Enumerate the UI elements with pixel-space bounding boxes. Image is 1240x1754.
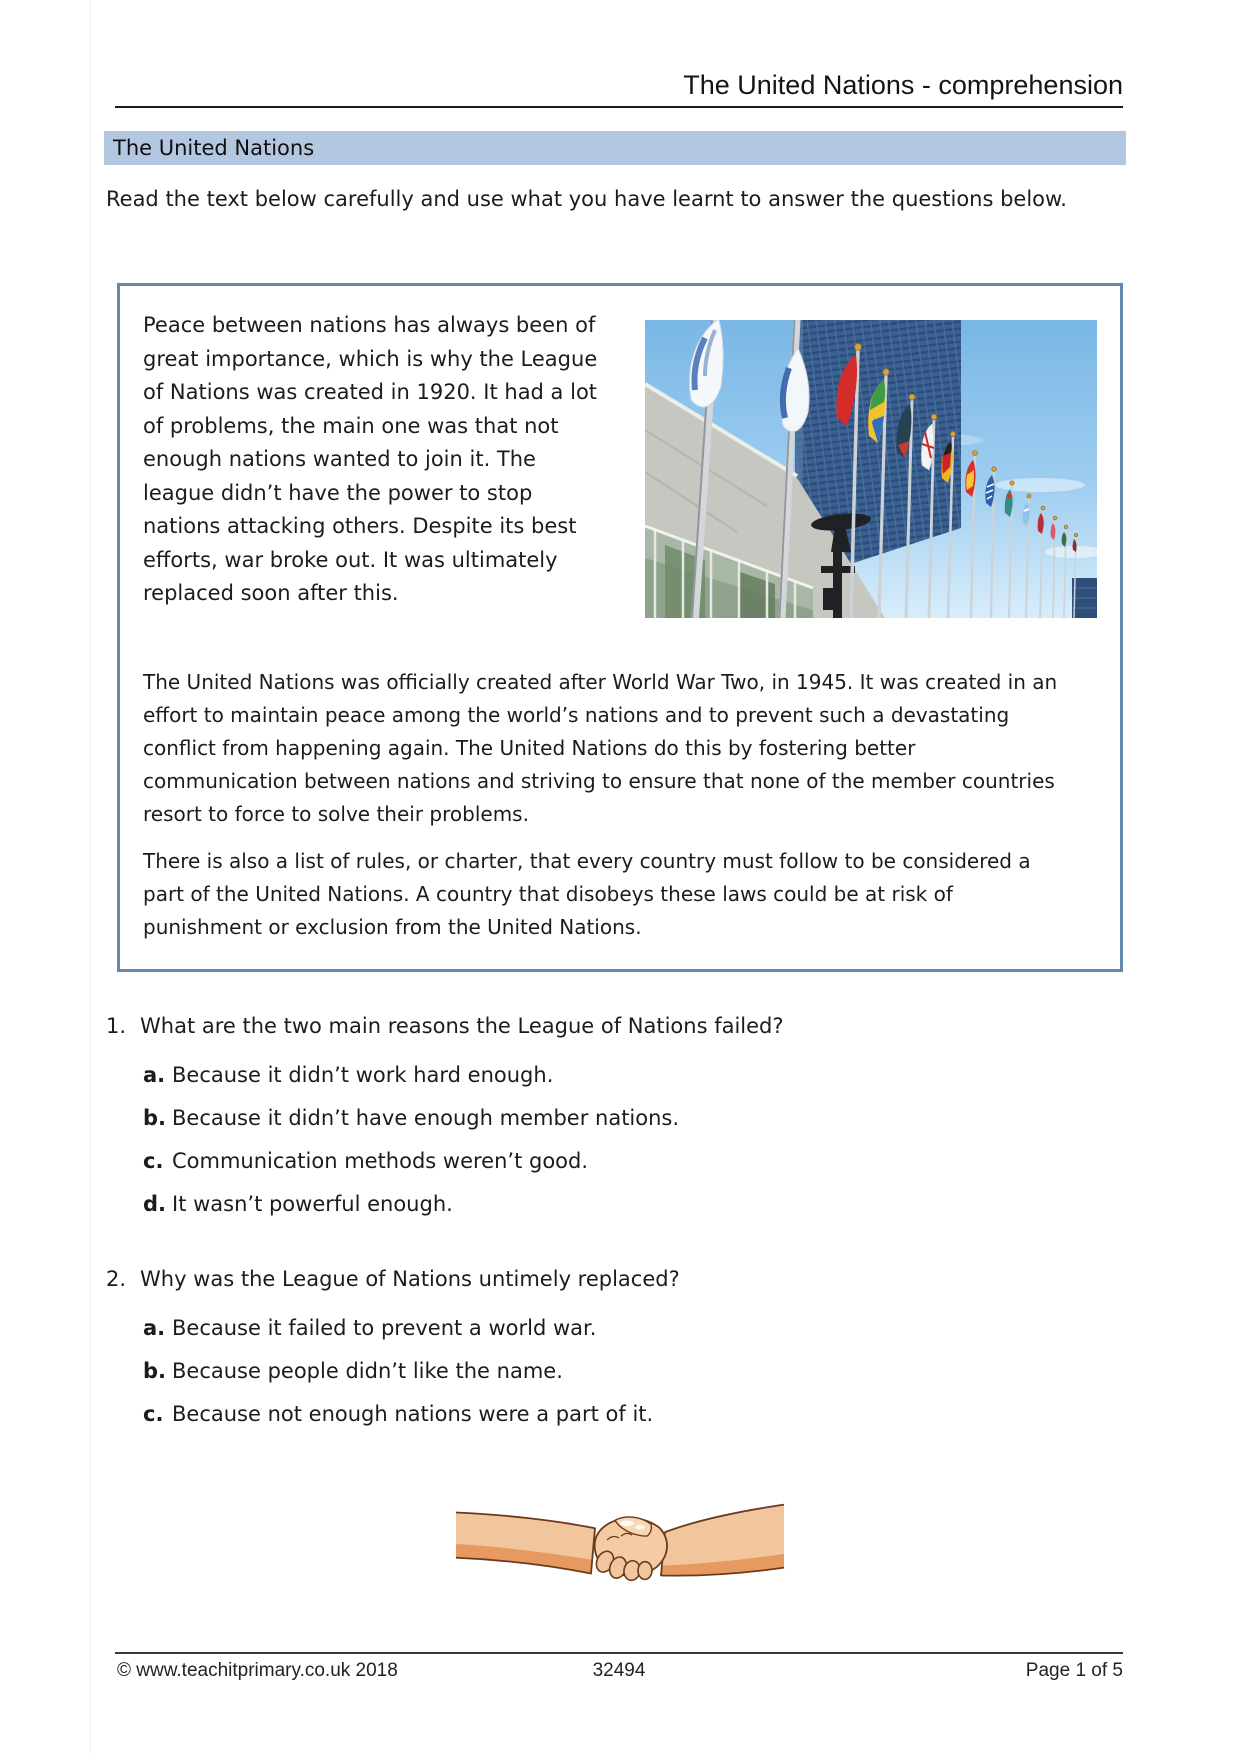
question-2-options bbox=[143, 1315, 680, 1428]
footer-rule bbox=[115, 1652, 1123, 1654]
passage-paragraph-2: The United Nations was officially created after World War Two, in 1945. It was created in an effort to maintain peace among the world’s nations and to prevent such a devastating conflict from happening again. The United Nations do this by fostering better communication between nations and striving to ensure that none of the member countries resort to force to solve their problems. bbox=[143, 670, 1058, 826]
option-letter: b. bbox=[143, 1359, 167, 1383]
question-1 bbox=[106, 1012, 784, 1234]
question-1-number: 1. bbox=[106, 1014, 127, 1038]
handshake-illustration bbox=[455, 1483, 785, 1603]
footer-page-number: Page 1 of 5 bbox=[1025, 1660, 1123, 1681]
option-text: Because not enough nations were a part of it. bbox=[172, 1402, 654, 1426]
option-letter: d. bbox=[143, 1192, 167, 1216]
header-rule bbox=[115, 106, 1123, 108]
question-1-options bbox=[143, 1062, 784, 1218]
option-letter: a. bbox=[143, 1316, 166, 1340]
question-1-option-b bbox=[143, 1105, 784, 1132]
section-title: The United Nations bbox=[113, 136, 315, 160]
option-letter: b. bbox=[143, 1106, 167, 1130]
page-edge-line bbox=[90, 0, 91, 1754]
option-text: Because it didn’t have enough member nations. bbox=[172, 1106, 680, 1130]
footer-copyright: © www.teachitprimary.co.uk 2018 bbox=[117, 1660, 398, 1681]
option-text: It wasn’t powerful enough. bbox=[172, 1192, 453, 1216]
passage-paragraph-3: There is also a list of rules, or charter, that every country must follow to be considered a part of the United Nations. A country that disobeys these laws could be at risk of punishment or exclusion from the United Nations. bbox=[143, 849, 1031, 939]
option-letter: c. bbox=[143, 1402, 164, 1426]
option-text: Communication methods weren’t good. bbox=[172, 1149, 589, 1173]
intro-text: Read the text below carefully and use what you have learnt to answer the questions below. bbox=[106, 187, 1067, 211]
option-text: Because it didn’t work hard enough. bbox=[172, 1063, 554, 1087]
question-1-option-c bbox=[143, 1148, 784, 1175]
option-text: Because people didn’t like the name. bbox=[172, 1359, 563, 1383]
option-text: Because it failed to prevent a world war. bbox=[172, 1316, 597, 1340]
question-1-option-a bbox=[143, 1062, 784, 1089]
passage-paragraph-1: Peace between nations has always been of great importance, which is why the League of Nations was created in 1920. It had a lot of problems, the main one was that not enough nations wanted to join it. The league didn’t have the power to stop nations attacking others. Despite its best efforts, war broke out. It was ultimately replaced soon after this. bbox=[143, 313, 598, 605]
question-2 bbox=[106, 1265, 680, 1444]
question-2-number: 2. bbox=[106, 1267, 127, 1291]
question-1-text: What are the two main reasons the League of Nations failed? bbox=[140, 1014, 784, 1038]
option-letter: a. bbox=[143, 1063, 166, 1087]
question-2-option-b bbox=[143, 1358, 680, 1385]
section-title-bar bbox=[104, 131, 1126, 165]
document-title: The United Nations - comprehension bbox=[683, 70, 1123, 100]
question-2-option-c bbox=[143, 1401, 680, 1428]
footer-document-id: 32494 bbox=[592, 1660, 646, 1681]
page-footer bbox=[115, 1660, 1123, 1688]
question-2-text: Why was the League of Nations untimely replaced? bbox=[140, 1267, 680, 1291]
question-2-option-a bbox=[143, 1315, 680, 1342]
option-letter: c. bbox=[143, 1149, 164, 1173]
un-flags-photo bbox=[645, 320, 1097, 618]
question-1-option-d bbox=[143, 1191, 784, 1218]
